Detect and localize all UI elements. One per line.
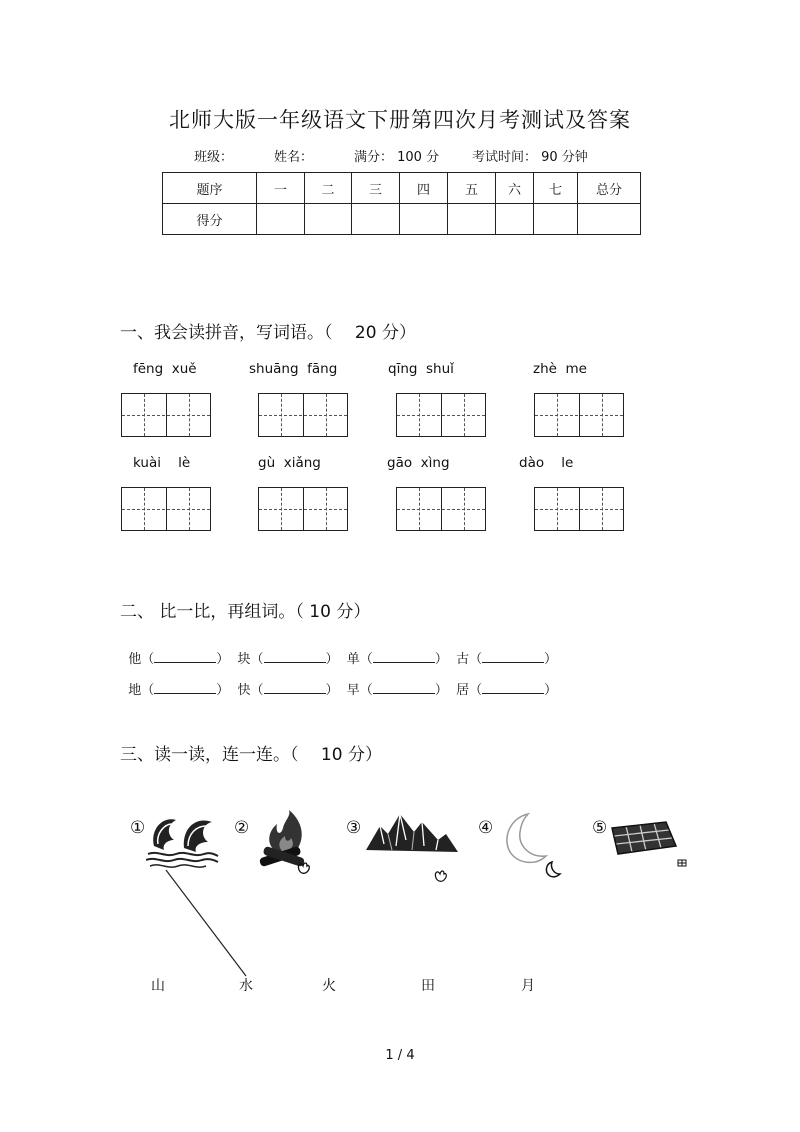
section-1-title: 一、我会读拼音，写词语。（ 20 分） — [120, 323, 416, 343]
score-cell[interactable] — [578, 204, 641, 235]
answer-blank[interactable] — [154, 650, 216, 663]
pinyin-label: shuāng fāng — [249, 361, 338, 377]
char-label: ） 早（ — [325, 683, 373, 698]
char-label: ） — [544, 652, 558, 667]
tian-grid-box[interactable] — [534, 487, 624, 531]
table-cell: 三 — [352, 173, 400, 204]
target-char[interactable]: 火 — [322, 978, 336, 994]
answer-blank[interactable] — [154, 681, 216, 694]
page-title: 北师大版一年级语文下册第四次月考测试及答案 — [169, 108, 631, 132]
table-row — [163, 204, 641, 235]
target-char[interactable]: 田 — [421, 978, 435, 994]
pinyin-label: zhè me — [533, 361, 587, 377]
item-number: ① — [130, 818, 146, 838]
pinyin-label: gù xiǎng — [258, 455, 321, 471]
name-label: 姓名： — [274, 150, 314, 165]
char-label: ） 古（ — [434, 652, 483, 667]
example-connect-line — [160, 868, 252, 980]
class-label: 班级： — [194, 150, 234, 165]
table-cell: 五 — [448, 173, 496, 204]
item-number: ③ — [346, 818, 362, 838]
char-label: ） — [544, 683, 558, 698]
pinyin-label: qīng shuǐ — [388, 361, 454, 377]
char-label: ） 单（ — [325, 652, 373, 667]
score-table — [162, 172, 641, 235]
field-icon — [608, 818, 690, 870]
section-2-title: 二、 比一比，再组词。（ 10 分） — [120, 602, 371, 622]
score-cell[interactable] — [496, 204, 534, 235]
char-label: ） 居（ — [434, 683, 483, 698]
table-cell: 总分 — [578, 173, 641, 204]
char-label: 地（ — [128, 683, 155, 698]
page-number: 1 / 4 — [385, 1048, 415, 1063]
tian-grid-box[interactable] — [396, 487, 486, 531]
pinyin-label: dào le — [519, 455, 574, 471]
tian-grid-box[interactable] — [258, 393, 348, 437]
tian-grid-box[interactable] — [121, 393, 211, 437]
char-label: 他（ — [128, 652, 155, 667]
target-char[interactable]: 月 — [521, 978, 535, 994]
score-cell[interactable] — [305, 204, 352, 235]
answer-blank[interactable] — [482, 650, 544, 663]
answer-blank[interactable] — [373, 681, 435, 694]
pinyin-label: gāo xìng — [387, 455, 450, 471]
table-cell: 六 — [496, 173, 534, 204]
item-number: ④ — [478, 818, 494, 838]
answer-blank[interactable] — [264, 650, 326, 663]
item-number: ② — [234, 818, 250, 838]
item-number: ⑤ — [592, 818, 608, 838]
word-row-2 — [120, 664, 557, 698]
table-cell: 一 — [257, 173, 305, 204]
table-cell: 七 — [534, 173, 578, 204]
table-cell: 二 — [305, 173, 352, 204]
table-cell: 题序 — [163, 173, 257, 204]
score-cell[interactable] — [534, 204, 578, 235]
full-score-label: 满分： 100 分 — [354, 150, 440, 165]
pinyin-label: fēng xuě — [133, 361, 197, 377]
score-cell[interactable] — [448, 204, 496, 235]
answer-blank[interactable] — [482, 681, 544, 694]
answer-blank[interactable] — [373, 650, 435, 663]
moon-icon — [498, 810, 568, 880]
score-cell[interactable] — [400, 204, 448, 235]
char-label: ） 快（ — [216, 683, 264, 698]
fire-icon — [255, 810, 319, 880]
mountain-icon — [366, 810, 458, 882]
score-cell[interactable] — [352, 204, 400, 235]
tian-grid-box[interactable] — [534, 393, 624, 437]
score-cell[interactable] — [257, 204, 305, 235]
target-char[interactable]: 水 — [239, 978, 253, 994]
pinyin-label: kuài lè — [133, 455, 191, 471]
exam-time-label: 考试时间： 90 分钟 — [472, 150, 588, 165]
word-row-1 — [120, 633, 557, 667]
water-wave-icon — [146, 810, 220, 872]
char-label: ） 块（ — [216, 652, 264, 667]
table-row — [163, 173, 641, 204]
table-cell: 得分 — [163, 204, 257, 235]
tian-grid-box[interactable] — [121, 487, 211, 531]
section-3-title: 三、读一读，连一连。（ 10 分） — [120, 745, 382, 765]
answer-blank[interactable] — [264, 681, 326, 694]
table-cell: 四 — [400, 173, 448, 204]
target-char[interactable]: 山 — [151, 978, 165, 994]
tian-grid-box[interactable] — [396, 393, 486, 437]
tian-grid-box[interactable] — [258, 487, 348, 531]
